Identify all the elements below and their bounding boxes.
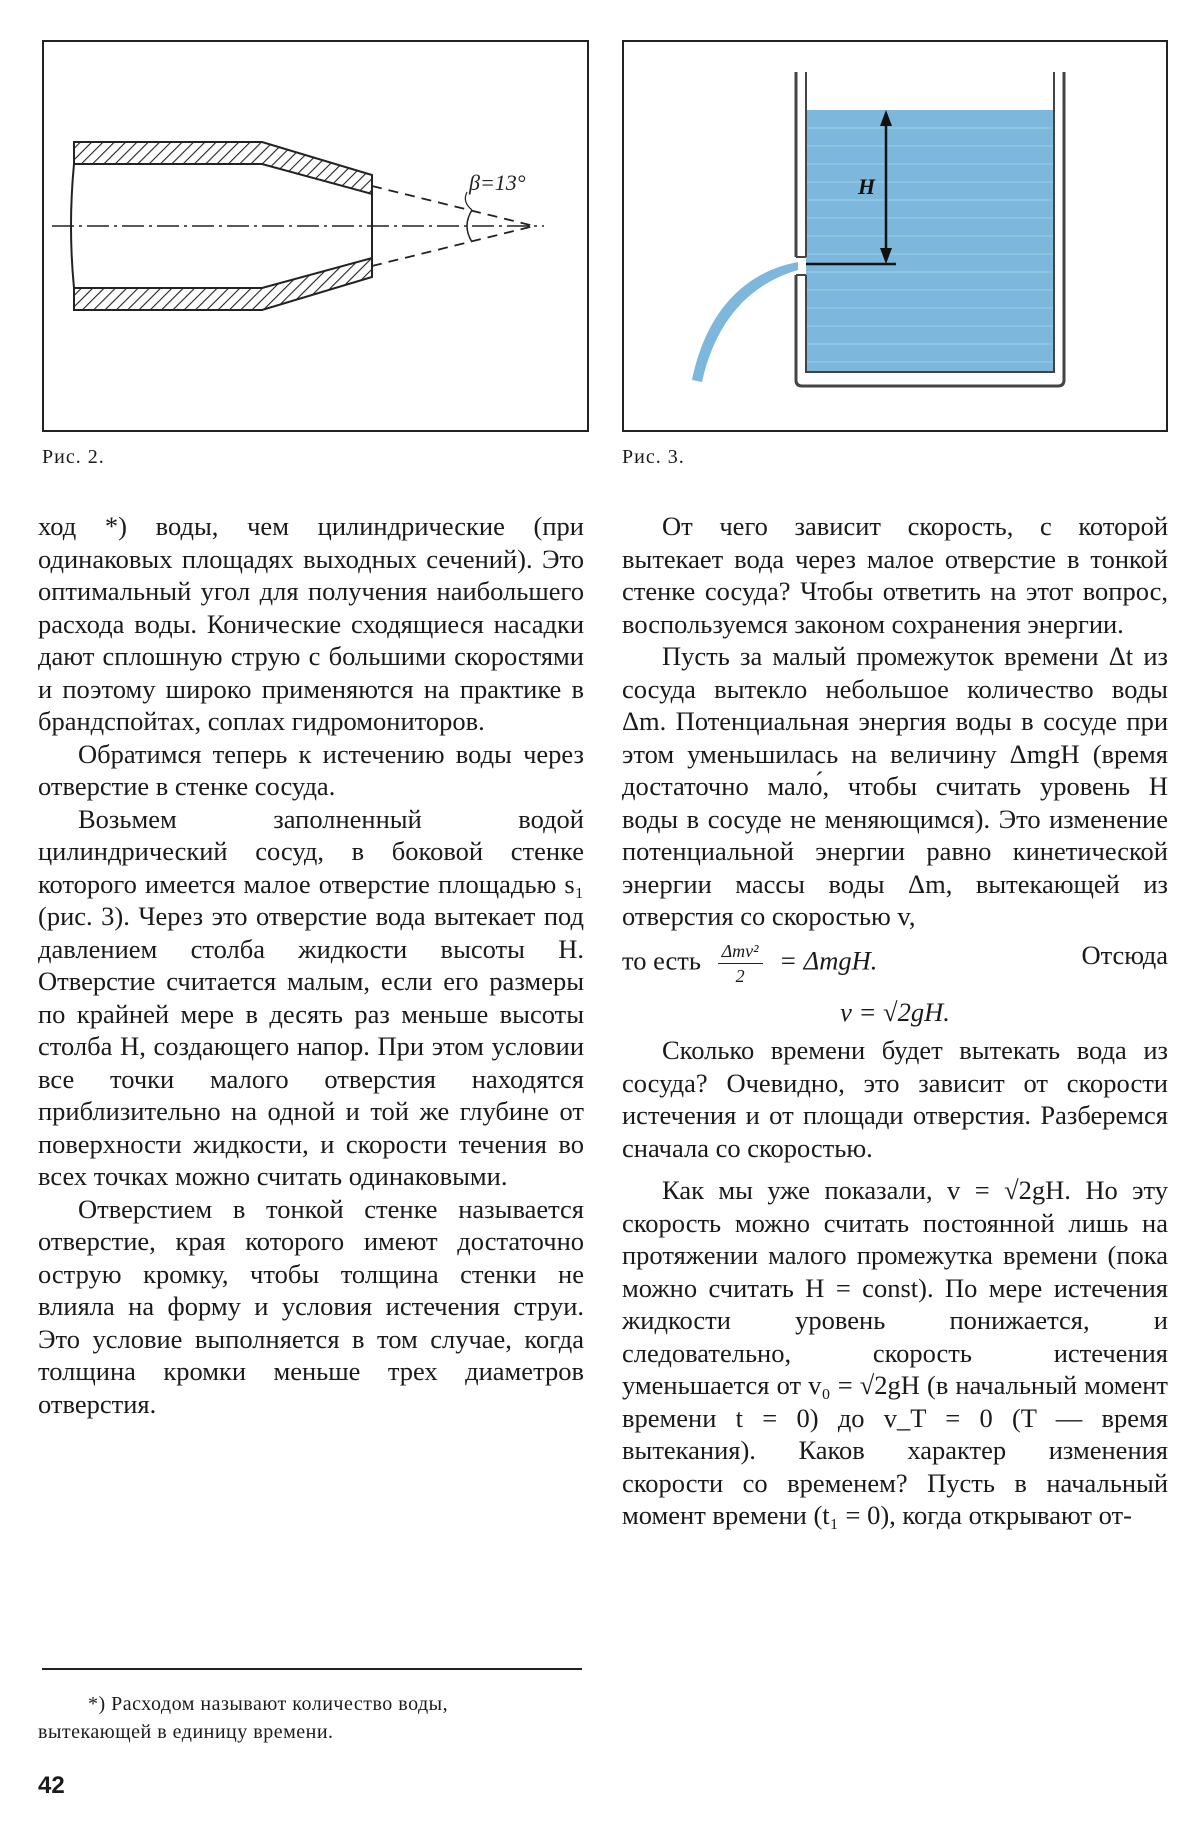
left-paragraph-2: Обратимся теперь к истечению воды через отверстие в стенке сосуда. [38, 738, 584, 801]
height-label: H [858, 174, 876, 199]
right-paragraph-1: От чего зависит скорость, с которой вытекает вода через малое отверстие в тонкой стенке сосуда? Чтобы ответить на этот вопрос, воспользуемся законом сохранения энергии. [622, 511, 1168, 639]
right-paragraph-3: Сколько времени будет вытекать вода из сосуда? Очевидно, это зависит от скорости истечения и от площади отверстия. Разберемся сначала со скоростью. [622, 1035, 1168, 1163]
right-column [622, 510, 1168, 1532]
figure-2-conical-nozzle [42, 40, 589, 432]
left-paragraph-3: Возьмем заполненный водой цилиндрический сосуд, в боковой стенке которого имеется малое отверстие площадью s₁ (рис. 3). Через это отверстие вода вытекает под давлением столба жидкости высоты H. Отверстие считается малым, если его размеры по крайней мере в десять раз меньше высоты столба H, создающего напор. При этом условии все точки малого отверстия находятся приблизительно на одной и той же глубине от поверхности жидкости, и скорости течения во всех точках можно считать одинаковыми. [38, 803, 584, 1191]
nozzle-diagram [44, 42, 587, 430]
vessel-diagram [624, 42, 1166, 430]
water-body [806, 110, 1054, 372]
page-number: 42 [38, 1772, 65, 1799]
right-paragraph-4: Как мы уже показали, v = √2gH. Но эту скорость можно считать постоянной лишь на протяжении малого промежутка времени (пока можно считать H = const). По мере истечения жидкости уровень понижается, и следовательно, скорость истечения уменьшается от v₀ = √2gH (в начальный момент времени t = 0) до v_T = 0 (T — время вытекания). Каков характер изменения скорости со временем? Пусть в начальный момент времени (t₁ = 0), когда открывают от- [622, 1175, 1168, 1530]
figure-3-vessel [622, 40, 1168, 432]
angle-label: β=13° [469, 170, 526, 195]
left-paragraph-1: ход *) воды, чем цилиндрические (при одинаковых площадях выходных сечений). Это оптимальный угол для получения наибольшего расхода воды. Конические сходящиеся насадки дают сплошную струю с большими скоростями и поэтому широко применяются на практике в брандспойтах, соплах гидромониторов. [38, 511, 584, 736]
fraction-numerator: Δmv² [718, 939, 763, 964]
left-paragraph-4: Отверстием в тонкой стенке называется отверстие, края которого имеют достаточно острую кромку, чтобы толщина стенки не влияла на форму и условия истечения струи. Это условие выполняется в том случае, когда толщина кромки меньше трех диаметров отверстия. [38, 1193, 584, 1419]
right-paragraph-2: Пусть за малый промежуток времени Δt из сосуда вытекло небольшое количество воды Δm. Потенциальная энергия воды в сосуде при этом уменьшилась на величину ΔmgH (время достаточно мало́, чтобы считать уровень H воды в сосуде не меняющимся). Это изменение потенциальной энергии равно кинетической энергии массы воды Δm, вытекающей из отверстия со скоростью v, [622, 641, 1168, 931]
footnote-rule [42, 1668, 582, 1670]
energy-fraction [718, 939, 763, 988]
figure-2-caption: Рис. 2. [42, 446, 105, 468]
fraction-denominator: 2 [735, 965, 745, 986]
nozzle-bottom-wall [74, 258, 372, 310]
figure-3-caption: Рис. 3. [622, 446, 685, 468]
footnote [38, 1690, 584, 1746]
angle-arc [467, 210, 472, 242]
nozzle-top-wall [74, 142, 372, 194]
footnote-line-2: вытекающей в единицу времени. [38, 1721, 334, 1743]
fraction-rhs: = ΔmgH. [779, 945, 878, 976]
tail-lead: то есть [622, 945, 701, 976]
velocity-formula: v = √2gH. [840, 996, 950, 1027]
right-paragraph-2-tail [622, 939, 1168, 988]
left-column [38, 510, 584, 1420]
water-jet [692, 262, 798, 382]
tail-end: Отсюда [1081, 939, 1168, 970]
footnote-line-1: *) Расходом называют количество воды, [88, 1693, 449, 1715]
